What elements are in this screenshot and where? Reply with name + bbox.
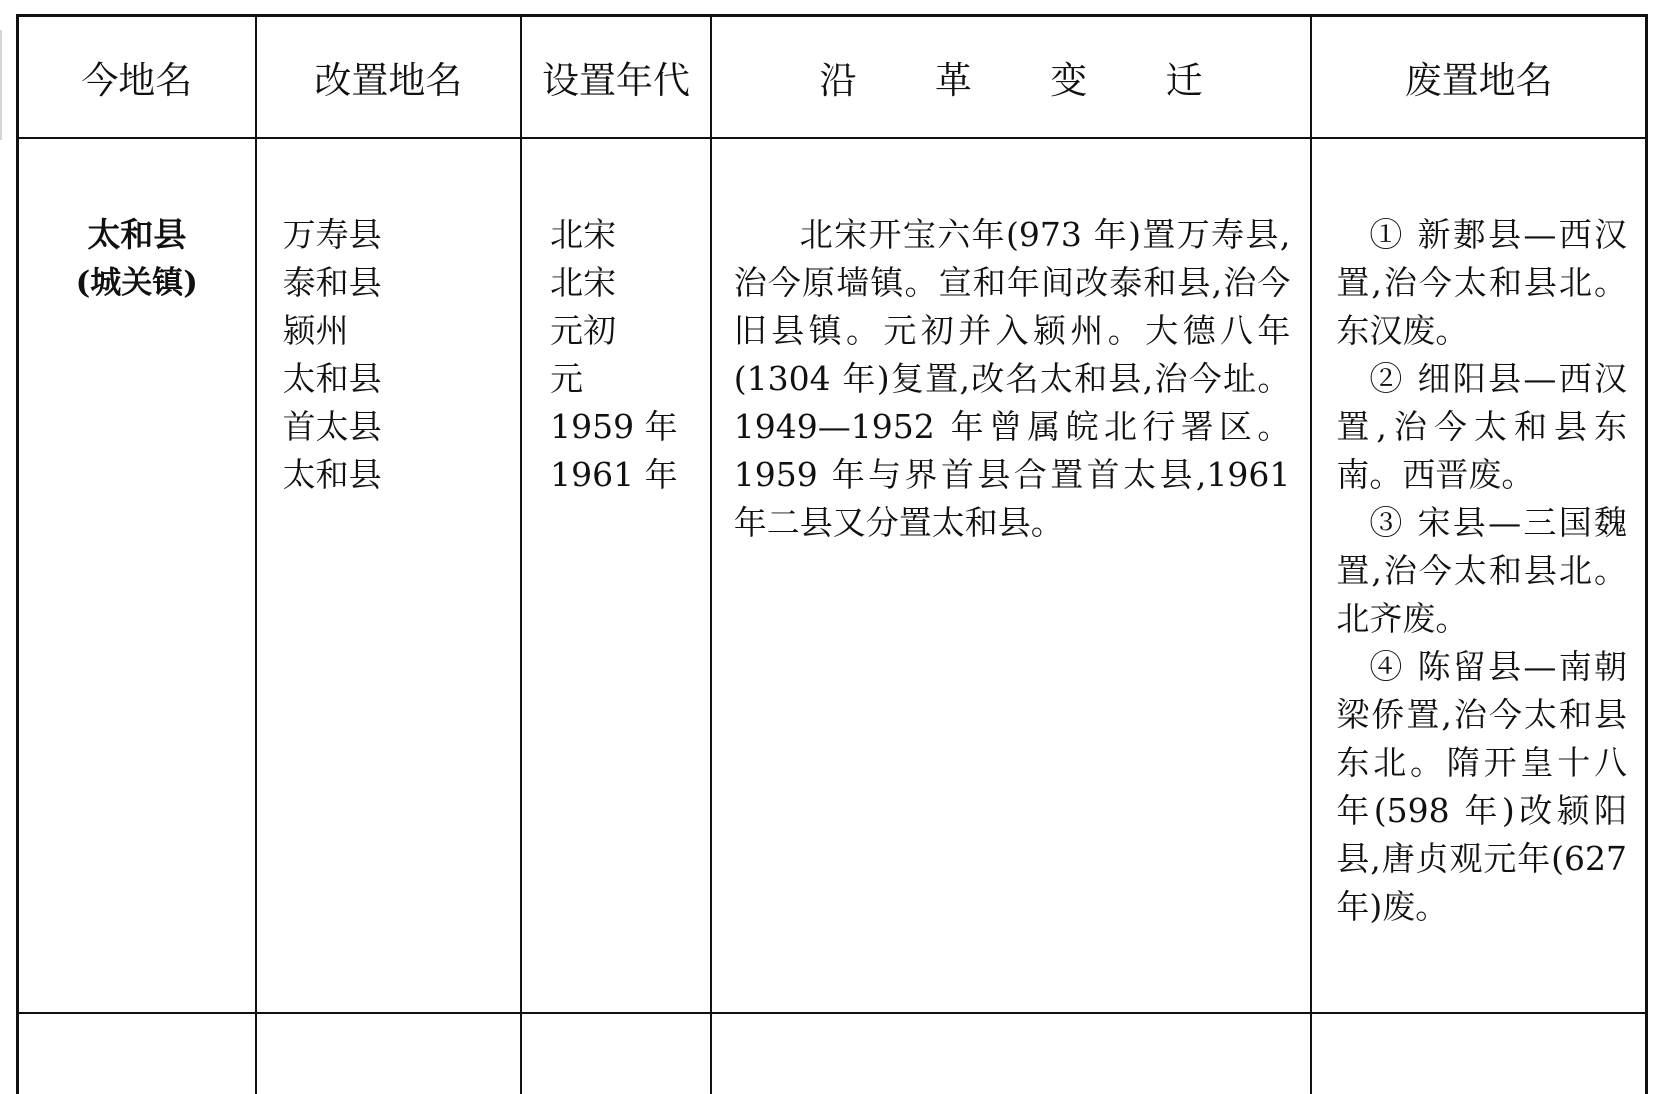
abolished-entry: ④ 陈留县—南朝梁侨置,治今太和县东北。隋开皇十八年(598 年)改颍阳县,唐贞观元年(627 年)废。 xyxy=(1336,647,1627,926)
established-era-item: 元初 xyxy=(550,311,617,350)
renamed-name-item: 首太县 xyxy=(282,407,382,446)
current-name: 太和县 xyxy=(87,215,187,254)
history-cell xyxy=(711,138,1312,1013)
history-text: 北宋开宝六年(973 年)置万寿县,治今原墙镇。宣和年间改泰和县,治今旧县镇。元初并入颍州。大德八年(1304 年)复置,改名太和县,治今址。1949—1952 年曾属皖北行署区。1959 年与界首县合置首太县,1961 年二县又分置太和县。 xyxy=(733,215,1291,542)
established-era-item: 元 xyxy=(550,359,584,398)
renamed-name-item: 颍州 xyxy=(282,311,349,350)
header-history: 沿 革 变 迁 xyxy=(711,16,1312,139)
current-name-cell xyxy=(18,138,256,1013)
empty-cell xyxy=(256,1013,522,1094)
established-era-item: 北宋 xyxy=(550,215,617,254)
header-current-name: 今地名 xyxy=(18,16,256,139)
empty-cell xyxy=(1311,1013,1646,1094)
renamed-name-item: 泰和县 xyxy=(282,263,382,302)
abolished-entry: ① 新郪县—西汉置,治今太和县北。东汉废。 xyxy=(1336,215,1627,350)
current-name-subtitle: (城关镇) xyxy=(75,265,198,301)
renamed-names-cell xyxy=(256,138,522,1013)
abolished-entry: ② 细阳县—西汉置,治今太和县东南。西晋废。 xyxy=(1336,359,1627,494)
empty-cell xyxy=(18,1013,256,1094)
table-row xyxy=(18,138,1647,1013)
empty-cell xyxy=(521,1013,711,1094)
established-eras-cell xyxy=(521,138,711,1013)
header-established-era: 设置年代 xyxy=(521,16,711,139)
renamed-name-item: 万寿县 xyxy=(282,215,382,254)
abolished-entry: ③ 宋县—三国魏置,治今太和县北。北齐废。 xyxy=(1336,503,1627,638)
established-era-item: 1959 年 xyxy=(550,407,678,446)
header-renamed-name: 改置地名 xyxy=(256,16,522,139)
abolished-names-cell xyxy=(1311,138,1646,1013)
renamed-name-item: 太和县 xyxy=(282,455,382,494)
established-era-item: 1961 年 xyxy=(550,455,678,494)
header-row xyxy=(18,16,1647,139)
table-row-continued xyxy=(18,1013,1647,1094)
renamed-name-item: 太和县 xyxy=(282,359,382,398)
place-name-table xyxy=(16,14,1648,1094)
scan-margin-marks xyxy=(0,30,10,140)
established-era-item: 北宋 xyxy=(550,263,617,302)
header-abolished-name: 废置地名 xyxy=(1311,16,1646,139)
empty-cell xyxy=(711,1013,1312,1094)
